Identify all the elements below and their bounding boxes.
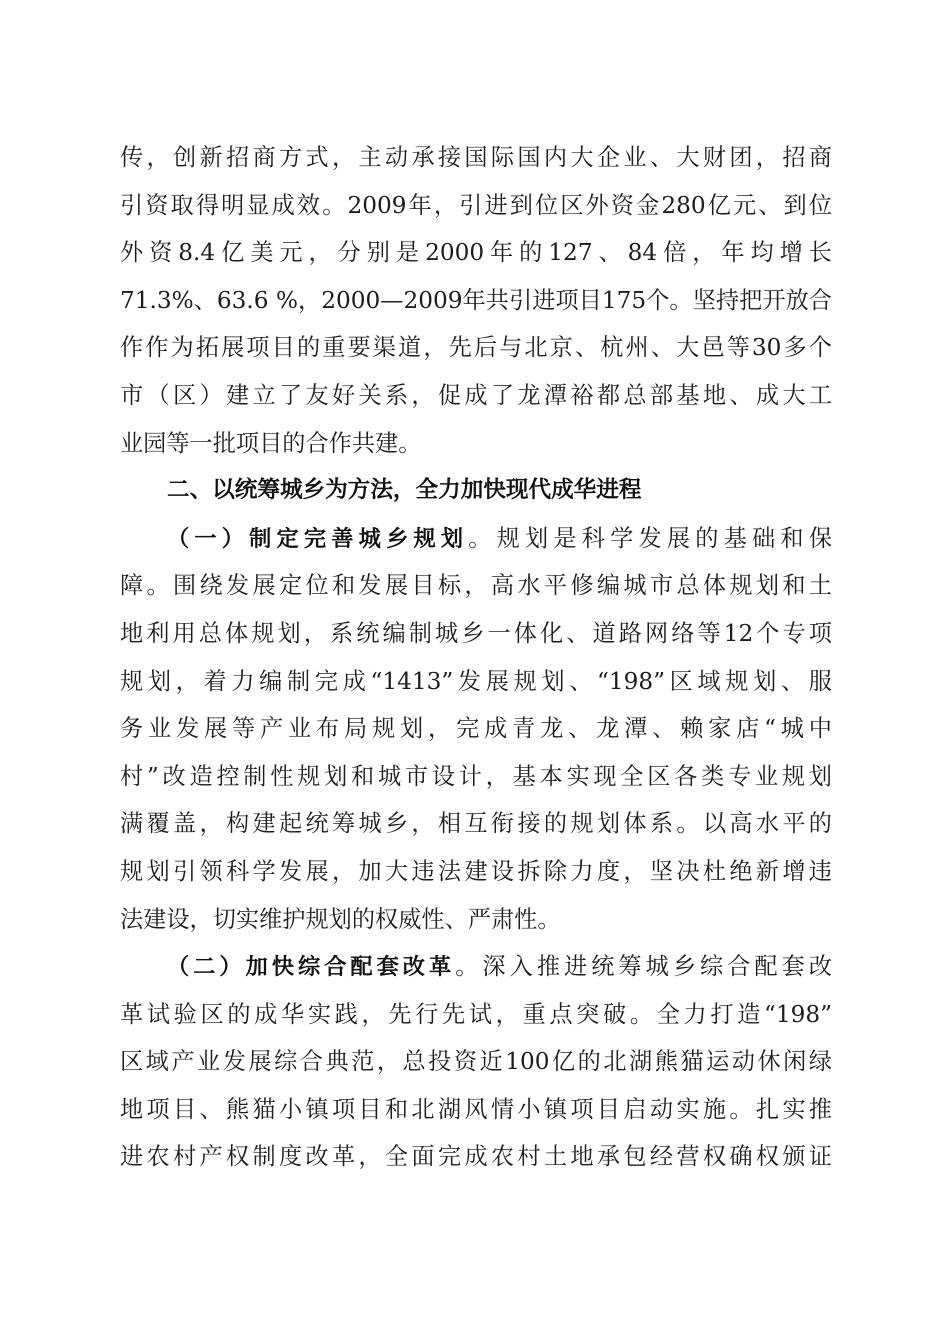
paragraph-1-line-1: 传，创新招商方式，主动承接国际国内大企业、大财团，招商 <box>120 144 832 171</box>
subsection-1-title: （一）制定完善城乡规划 <box>167 525 469 552</box>
paragraph-1-line-7: 业园等一批项目的合作共建。 <box>120 429 422 457</box>
subsection-2-line-2: 革试验区的成华实践，先行先试，重点突破。全力打造“198” <box>120 1000 832 1028</box>
subsection-1-line-8: 规划引领科学发展，加大违法建设拆除力度，坚决杜绝新增违 <box>120 857 832 885</box>
paragraph-1-line-5: 作作为拓展项目的重要渠道，先后与北京、杭州、大邑等30多个 <box>120 334 832 362</box>
subsection-1-first-line <box>120 515 832 563</box>
subsection-2-first-line <box>120 943 832 991</box>
subsection-1-first-line-text: 。规划是科学发展的基础和保 <box>468 524 832 552</box>
paragraph-1-line-6: 市（区）建立了友好关系，促成了龙潭裕都总部基地、成大工 <box>120 381 832 409</box>
paragraph-1-line-4: 71.3%、63.6 %，2000—2009年共引进项目175个。坚持把开放合 <box>120 286 832 314</box>
subsection-1-line-2: 障。围绕发展定位和发展目标，高水平修编城市总体规划和土 <box>120 572 832 600</box>
section-heading: 二、以统筹城乡为方法，全力加快现代成华进程 <box>167 477 642 504</box>
subsection-2-line-3: 区域产业发展综合典范，总投资近100亿的北湖熊猫运动休闲绿 <box>120 1048 832 1076</box>
subsection-1-line-3: 地利用总体规划，系统编制城乡一体化、道路网络等12个专项 <box>120 619 832 647</box>
subsection-1-line-4: 规划，着力编制完成“1413”发展规划、“198”区域规划、服 <box>120 667 832 695</box>
document-body <box>120 134 832 1181</box>
subsection-1-line-5: 务业发展等产业布局规划，完成青龙、龙潭、赖家店“城中 <box>120 715 832 743</box>
subsection-1-line-7: 满覆盖，构建起统筹城乡，相互衔接的规划体系。以高水平的 <box>120 810 832 838</box>
subsection-1-line-9: 法建设，切实维护规划的权威性、严肃性。 <box>120 905 561 933</box>
paragraph-1-line-3: 外资8.4亿美元，分别是2000年的127、84倍，年均增长 <box>120 239 832 267</box>
subsection-2-line-4: 地项目、熊猫小镇项目和北湖风情小镇项目启动实施。扎实推 <box>120 1095 832 1123</box>
subsection-2-title: （二）加快综合配套改革 <box>167 954 456 981</box>
subsection-2-first-line-text: 。深入推进统筹城乡综合配套改 <box>455 953 832 981</box>
subsection-1-line-6: 村”改造控制性规划和城市设计，基本实现全区各类专业规划 <box>120 762 832 790</box>
paragraph-1-line-2: 引资取得明显成效。2009年，引进到位区外资金280亿元、到位 <box>120 191 832 219</box>
subsection-2-line-5: 进农村产权制度改革，全面完成农村土地承包经营权确权颁证 <box>120 1143 832 1171</box>
